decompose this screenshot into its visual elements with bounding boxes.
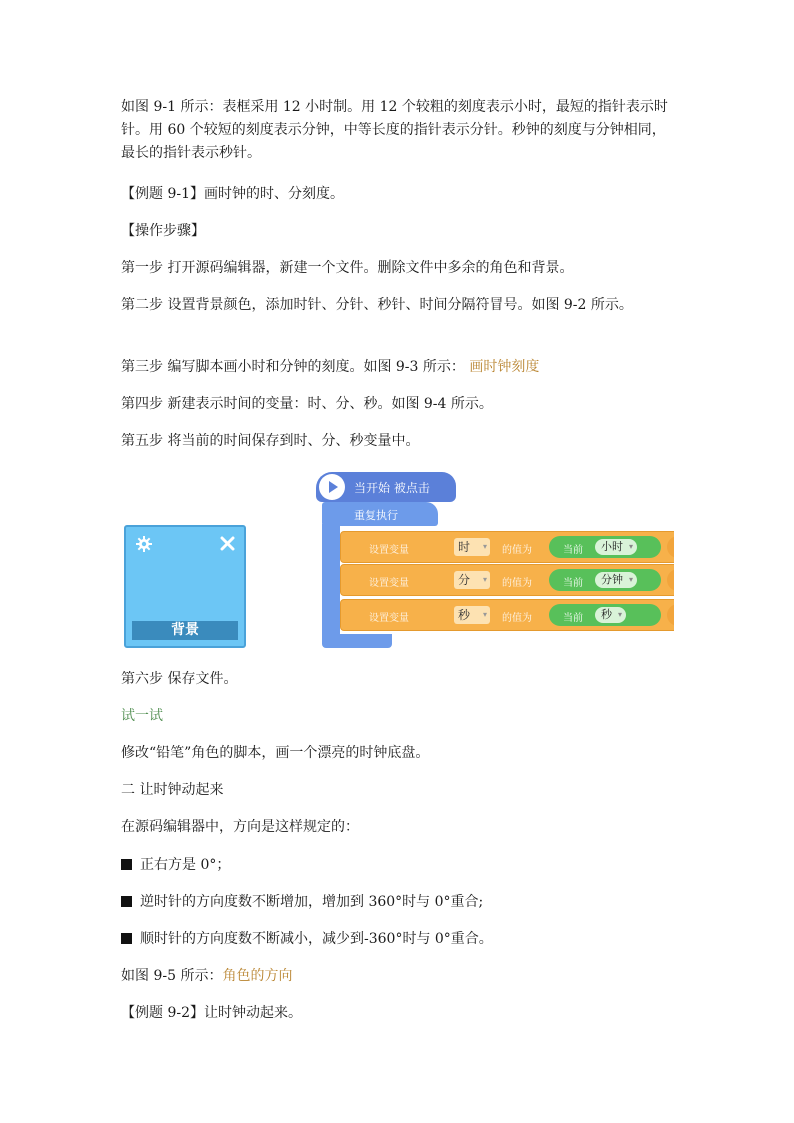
set-variable-block-second[interactable] — [340, 599, 674, 631]
time-unit-dropdown-minute[interactable]: 分钟 ▾ — [595, 572, 637, 588]
variable-dropdown-minute[interactable]: 分 ▾ — [454, 571, 490, 589]
step-6: 第六步 保存文件。 — [121, 671, 238, 687]
current-label: 当前 — [563, 613, 583, 624]
gear-icon[interactable] — [136, 536, 152, 552]
set-variable-label: 设置变量 — [369, 613, 409, 624]
set-variable-label: 设置变量 — [369, 578, 409, 589]
set-variable-block-hour[interactable] — [340, 531, 674, 563]
backdrop-label: 背景 — [132, 621, 238, 640]
set-variable-label: 设置变量 — [369, 545, 409, 556]
bullet-square-icon — [121, 896, 132, 907]
section-2-title: 二 让时钟动起来 — [121, 782, 224, 798]
variable-dropdown-hour[interactable]: 时 ▾ — [454, 538, 490, 556]
current-time-sensor-second[interactable] — [549, 604, 661, 626]
time-unit-dropdown-second[interactable]: 秒 ▾ — [595, 607, 626, 623]
variable-dropdown-second[interactable]: 秒 ▾ — [454, 606, 490, 624]
figure-9-5-link[interactable]: 角色的方向 — [222, 968, 293, 984]
current-time-sensor-hour[interactable] — [549, 536, 661, 558]
step-4: 第四步 新建表示时间的变量：时、分、秒。如图 9-4 所示。 — [121, 396, 493, 412]
code-blocks — [310, 468, 674, 652]
step-3-text: 第三步 编写脚本画小时和分钟的刻度。如图 9-3 所示： — [121, 359, 465, 375]
bullet-2-text: 逆时针的方向度数不断增加，增加到 360°时与 0°重合; — [140, 894, 484, 910]
try-body: 修改“铅笔”角色的脚本，画一个漂亮的时钟底盘。 — [121, 745, 430, 761]
try-title: 试一试 — [121, 708, 163, 724]
current-label: 当前 — [563, 578, 583, 589]
bullet-1 — [121, 854, 230, 876]
direction-intro: 在源码编辑器中，方向是这样规定的： — [121, 819, 359, 835]
current-time-sensor-minute[interactable] — [549, 569, 661, 591]
block-tail — [667, 569, 674, 591]
value-label: 的值为 — [502, 545, 532, 556]
example-9-2-title: 【例题 9-2】让时钟动起来。 — [121, 1005, 302, 1021]
intro-paragraph: 如图 9-1 所示：表框采用 12 小时制。用 12 个较粗的刻度表示小时，最短的指针表示时针。用 60 个较短的刻度表示分钟，中等长度的指针表示分针。秒钟的刻度与分钟相同，最长的指针表示秒针。 — [121, 99, 668, 161]
loop-arm — [322, 524, 340, 644]
play-icon — [319, 474, 345, 500]
backdrop-card[interactable] — [124, 525, 246, 648]
bullet-2 — [121, 891, 483, 913]
step-3 — [121, 356, 539, 378]
bullet-square-icon — [121, 859, 132, 870]
time-unit-dropdown-hour[interactable]: 小时 ▾ — [595, 539, 637, 555]
repeat-forever-block[interactable] — [322, 502, 438, 526]
step-1: 第一步 打开源码编辑器，新建一个文件。删除文件中多余的角色和背景。 — [121, 260, 574, 276]
figure-9-5 — [121, 965, 292, 987]
block-tail — [667, 536, 674, 558]
bullet-1-text: 正右方是 0°； — [140, 857, 231, 873]
repeat-forever-label: 重复执行 — [354, 509, 398, 522]
when-start-clicked-label: 当开始 被点击 — [354, 481, 430, 495]
bullet-3-text: 顺时针的方向度数不断减小，减少到-360°时与 0°重合。 — [140, 931, 493, 947]
step-3-link[interactable]: 画时钟刻度 — [469, 359, 540, 375]
figure-9-5-text: 如图 9-5 所示： — [121, 968, 223, 984]
current-label: 当前 — [563, 545, 583, 556]
when-start-clicked-block[interactable] — [316, 472, 456, 502]
value-label: 的值为 — [502, 578, 532, 589]
bullet-square-icon — [121, 933, 132, 944]
value-label: 的值为 — [502, 613, 532, 624]
step-2: 第二步 设置背景颜色，添加时针、分针、秒针、时间分隔符冒号。如图 9-2 所示。 — [121, 297, 633, 313]
step-5: 第五步 将当前的时间保存到时、分、秒变量中。 — [121, 433, 420, 449]
bullet-3 — [121, 928, 493, 950]
steps-title: 【操作步骤】 — [121, 223, 205, 239]
close-icon[interactable] — [220, 536, 235, 551]
block-tail — [667, 604, 674, 626]
loop-bottom — [322, 634, 392, 648]
set-variable-block-minute[interactable] — [340, 564, 674, 596]
example-9-1-title: 【例题 9-1】画时钟的时、分刻度。 — [121, 186, 344, 202]
